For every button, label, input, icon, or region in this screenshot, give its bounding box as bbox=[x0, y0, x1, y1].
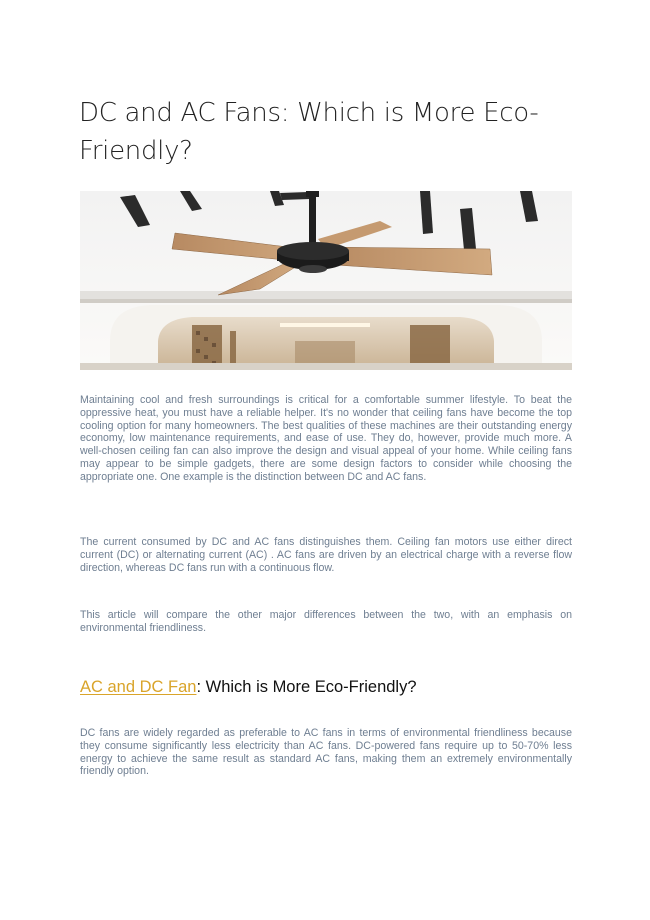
eco-friendly-paragraph: DC fans are widely regarded as preferable to AC fans in terms of environmental friendliness because they consume significantly less electricity than AC fans. DC-powered fans require up to 50-70% less energy to achieve the same result as standard AC fans, making them an extremely environmentally friendly option. bbox=[80, 727, 572, 778]
section-heading-rest: : Which is More Eco-Friendly? bbox=[196, 678, 417, 696]
ceiling-fan-image bbox=[80, 191, 572, 370]
page-title: DC and AC Fans: Which is More Eco-Friendly? bbox=[79, 98, 539, 166]
intro-paragraph: Maintaining cool and fresh surroundings is critical for a comfortable summer lifestyle. To beat the oppressive heat, you must have a reliable helper. It's no wonder that ceiling fans have become the top cooling option for many homeowners. The best qualities of these machines are their outstanding energy economy, low maintenance requirements, and ease of use. They do, however, provide much more. A well-chosen ceiling fan can also improve the design and visual appeal of your home. While ceiling fans may appear to be simple gadgets, there are some design factors to consider while choosing the appropriate one. One example is the distinction between DC and AC fans. bbox=[80, 394, 572, 483]
article-scope-paragraph: This article will compare the other major differences between the two, with an emphasis on environmental friendliness. bbox=[80, 609, 572, 634]
current-paragraph: The current consumed by DC and AC fans distinguishes them. Ceiling fan motors use either direct current (DC) or alternating current (AC) . AC fans are driven by an electrical charge with a reverse flow direction, whereas DC fans run with a continuous flow. bbox=[80, 536, 572, 574]
ac-dc-fan-link[interactable]: AC and DC Fan bbox=[80, 678, 197, 696]
ceiling-fan-photo-icon bbox=[80, 191, 572, 370]
section-heading bbox=[80, 676, 417, 698]
